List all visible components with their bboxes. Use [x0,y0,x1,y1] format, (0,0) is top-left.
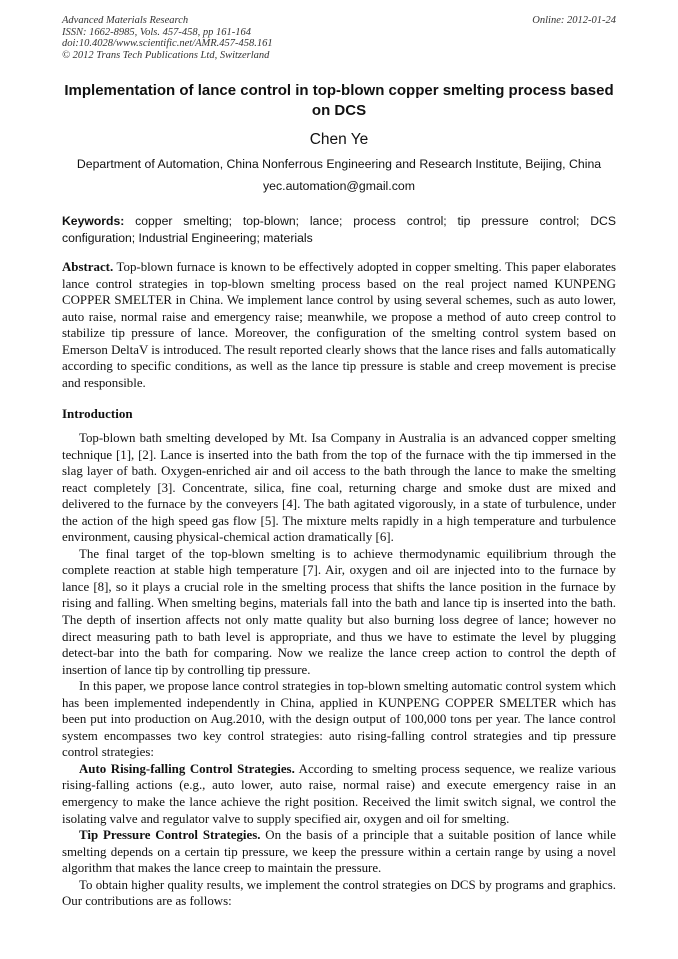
online-date: Online: 2012-01-24 [532,15,616,26]
keywords-section [62,213,616,246]
abstract-text: Top-blown furnace is known to be effectively adopted in copper smelting. This paper elaborates lance control strategies in top-blown smelting process based on the real project named KUNPENG COPPER SMELTER in China. We implement lance control by using several schemes, such as auto lower, auto raise, normal raise and emergency raise; meanwhile, we propose a method of auto creep control to stabilize tip pressure of lance. Moreover, the configuration of the smelting control system based on Emerson DeltaV is introduced. The result reported clearly shows that the lance rises and falls automatically according to specific conditions, as well as the lance tip pressure is stable and creep movement is precise and responsible. [62,260,616,390]
journal-name: Advanced Materials Research [62,15,189,26]
abstract-section [62,259,616,391]
tip-pressure-text: On the basis of a principle that a suitable position of lance while smelting depends on a certain tip pressure, we keep the pressure within a certain range by using a novel algorithm that makes the lance creep to maintain the pressure. [62,828,616,876]
introduction-heading: Introduction [62,406,133,421]
abstract-label: Abstract. [62,260,114,274]
auto-rising-falling-label: Auto Rising-falling Control Strategies. [79,761,295,776]
intro-paragraph-5 [62,827,616,877]
introduction-body [62,430,616,910]
issn-line: ISSN: 1662-8985, Vols. 457-458, pp 161-164 [62,26,251,38]
auto-rising-falling-text: According to smelting process sequence, we realize various rising-falling actions (e.g., auto lower, auto raise, normal raise) and execute emergency raise in an emergency to make the lance achieve the right position. Received the limit switch signal, we control the isolating valve and regulator valve to supply specified air, oxygen and oil for smelting. [62,761,616,826]
intro-paragraph-6: To obtain higher quality results, we implement the control strategies on DCS by programs and graphics. Our contributions are as follows: [62,877,616,909]
author-name: Chen Ye [309,131,369,148]
journal-header [62,15,616,61]
keywords-label: Keywords: [62,214,125,228]
paper-title: Implementation of lance control in top-blown copper smelting process based on DCS [64,82,614,119]
intro-paragraph-1: Top-blown bath smelting developed by Mt. Isa Company in Australia is an advanced copper smelting technique [1], [2]. Lance is inserted into the bath from the top of the furnace with the tip immersed in the slag layer of bath. Oxygen-enriched air and oil access to the bath through the lance to make the smelting react completely [3]. Concentrate, silica, fine coal, returning charge and smoke dust are mixed and delivered to the furnace by the conveyers [4]. The bath agitated vigorously, in a state of turbulence, under the action of the high speed gas flow [5]. The mixture melts rapidly in a high temperature and turbulence environment, causing physical-chemical action dramatically [6]. [62,431,616,545]
doi-line: doi:10.4028/www.scientific.net/AMR.457-458.161 [62,38,273,49]
intro-paragraph-3: In this paper, we propose lance control strategies in top-blown smelting automatic control system which has been implemented independently in China, applied in KUNPENG COPPER SMELTER which has been put into production on Aug.2010, with the design output of 100,000 tons per year. The lance control system encompasses two key control strategies: auto rising-falling control strategies and tip pressure control strategies: [62,679,616,760]
author-affiliation: Department of Automation, China Nonferrous Engineering and Research Institute, Beijing, China [76,157,602,171]
copyright-line: © 2012 Trans Tech Publications Ltd, Switzerland [62,49,270,61]
intro-paragraph-4 [62,761,616,827]
keywords-text: copper smelting; top-blown; lance; process control; tip pressure control; DCS configuration; Industrial Engineering; materials [62,214,616,245]
author-email: yec.automation@gmail.com [263,179,415,193]
intro-paragraph-2: The final target of the top-blown smelting is to achieve thermodynamic equilibrium through the complete reaction at stable high temperature [7]. Air, oxygen and oil are injected into to the furnace by lance [8], so it plays a crucial role in the smelting process that shifts the lance position in the furnace by rising and falling. When smelting begins, materials fall into the bath and lance tip is inserted into the bath. The depth of insertion affects not only matte quality but also burning loss degree of lance; however no direct measuring path to bath level is appropriate, and thus we have to estimate the level by plugging detect-bar into the bath for comparing. Now we realize the lance creep action to control the depth of insertion of lance tip by controlling tip pressure. [62,546,616,677]
tip-pressure-label: Tip Pressure Control Strategies. [79,828,261,843]
